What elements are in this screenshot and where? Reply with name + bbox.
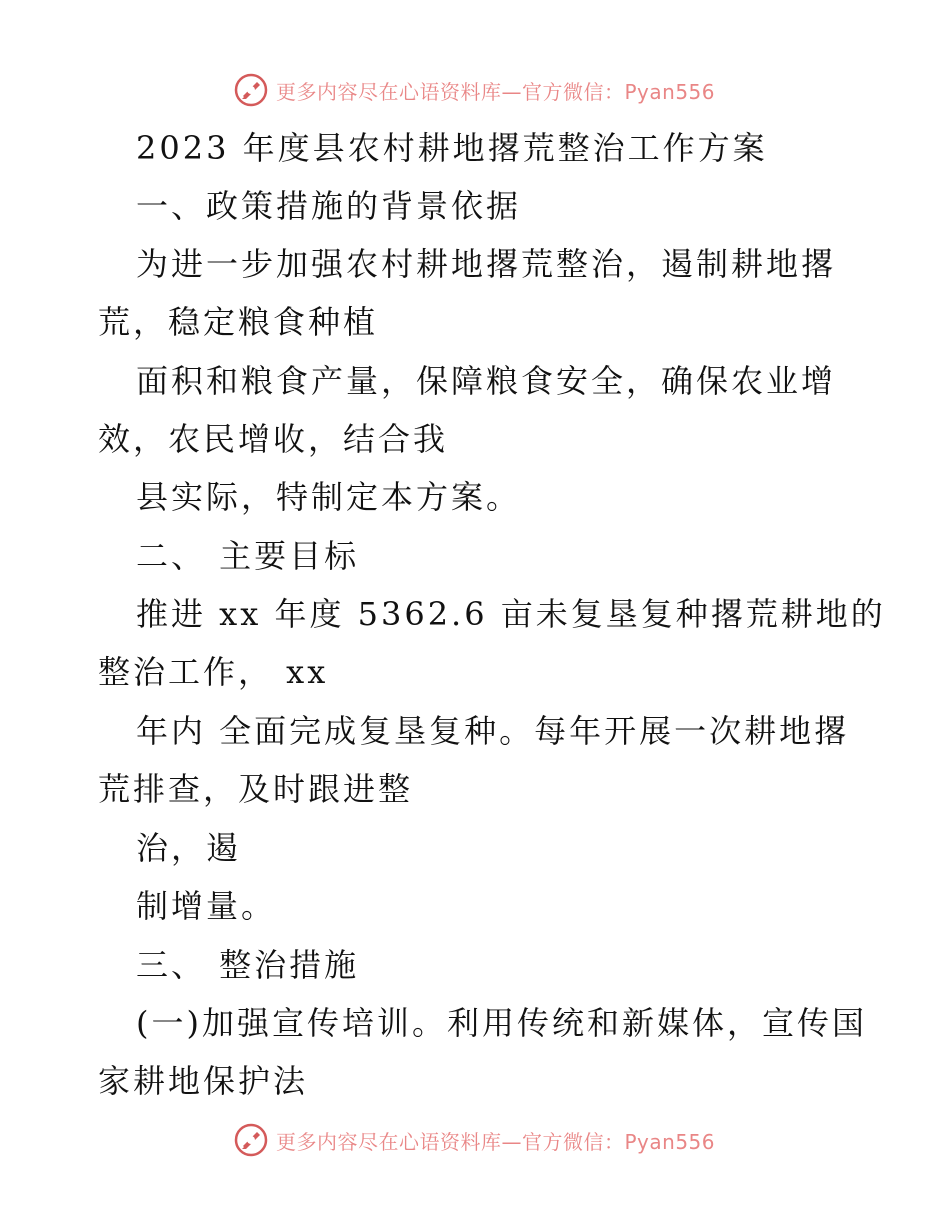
footer-banner-text: 更多内容尽在心语资料库—官方微信：Pyan556 bbox=[276, 1129, 716, 1154]
paragraph-line: (一)加强宣传培训。利用传统和新媒体，宣传国 bbox=[136, 1004, 867, 1042]
paragraph-line: 荒，稳定粮食种植 bbox=[98, 303, 379, 341]
paragraph-line: 治，遏 bbox=[136, 829, 242, 867]
section-heading-2: 二、 主要目标 bbox=[136, 537, 360, 575]
section-heading-3: 三、 整治措施 bbox=[136, 946, 360, 984]
paragraph-line: 县实际，特制定本方案。 bbox=[136, 478, 522, 516]
paragraph-line: 家耕地保护法 bbox=[98, 1062, 309, 1100]
header-banner bbox=[0, 70, 950, 110]
section-heading-1: 一、政策措施的背景依据 bbox=[136, 187, 522, 225]
document-title: 2023 年度县农村耕地撂荒整治工作方案 bbox=[136, 129, 768, 167]
paragraph-line: 面积和粮食产量，保障粮食安全，确保农业增 bbox=[136, 362, 837, 400]
header-banner-text: 更多内容尽在心语资料库—官方微信：Pyan556 bbox=[276, 79, 716, 104]
paragraph-line: 荒排查，及时跟进整 bbox=[98, 770, 414, 808]
seal-logo-icon bbox=[234, 1123, 268, 1157]
seal-logo-icon bbox=[234, 73, 268, 107]
paragraph-line: 整治工作， xx bbox=[98, 653, 329, 691]
paragraph-line: 制增量。 bbox=[136, 887, 277, 925]
footer-banner bbox=[0, 1120, 950, 1160]
paragraph-line: 效，农民增收，结合我 bbox=[98, 420, 449, 458]
paragraph-line: 年内 全面完成复垦复种。每年开展一次耕地撂 bbox=[136, 712, 850, 750]
paragraph-line: 为进一步加强农村耕地撂荒整治，遏制耕地撂 bbox=[136, 245, 837, 283]
paragraph-line: 推进 xx 年度 5362.6 亩未复垦复种撂荒耕地的 bbox=[136, 595, 886, 633]
